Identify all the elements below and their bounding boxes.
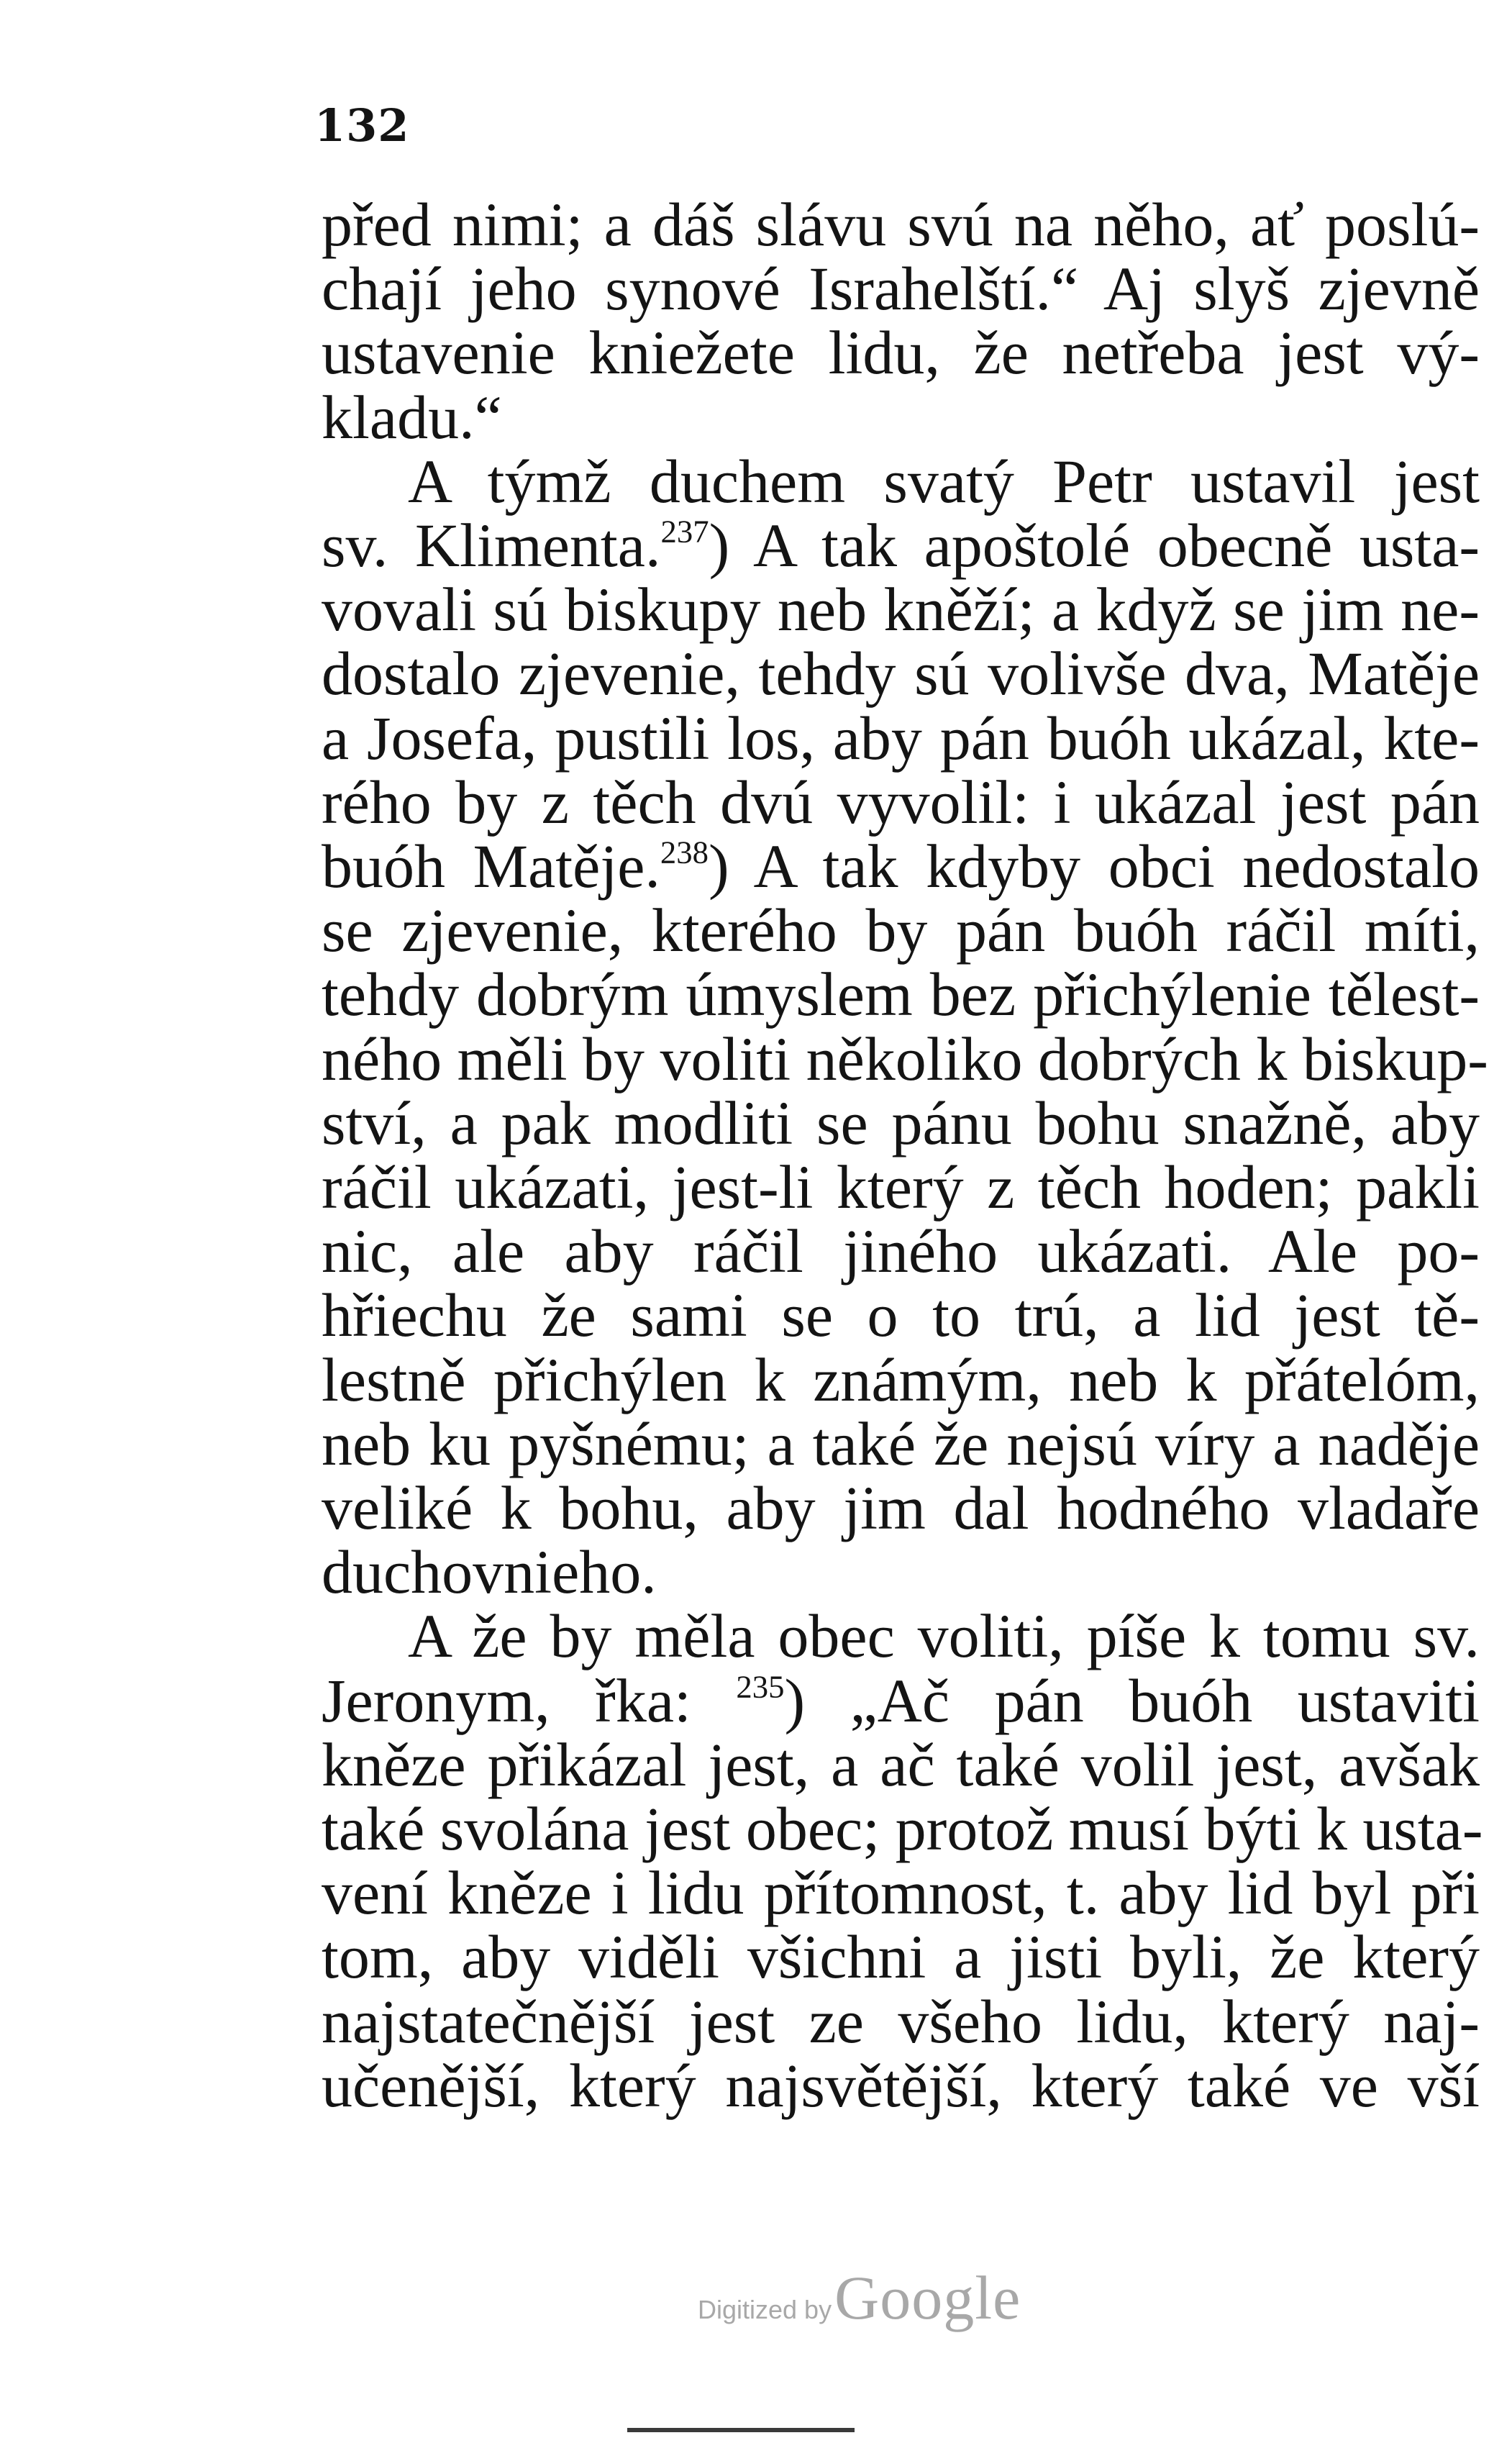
text-segment: sv. Klimenta. — [322, 511, 661, 581]
text-line — [322, 1473, 1480, 1543]
text-segment: vení kněze i lidu přítomnost, t. aby lid byl při — [322, 1858, 1480, 1928]
text-segment: najstatečnější jest ze všeho lidu, který naj- — [322, 1986, 1480, 2056]
text-segment: tehdy dobrým úmyslem bez přichýlenie tělest- — [322, 960, 1480, 1029]
text-segment: nic, ale aby ráčil jiného ukázati. Ale po- — [322, 1216, 1480, 1286]
text-segment: ) „Ač pán buóh ustaviti — [784, 1665, 1480, 1735]
text-segment: duchovnieho. — [322, 1537, 657, 1607]
text-line — [322, 511, 1480, 581]
text-segment: ství, a pak modliti se pánu bohu snažně, aby — [322, 1088, 1480, 1157]
text-line — [322, 1088, 1480, 1157]
text-line — [322, 254, 1480, 324]
text-line — [322, 1794, 1483, 1864]
text-line — [322, 190, 1480, 259]
text-segment: chají jeho synové Israhelští.“ Aj slyš zjevně — [322, 254, 1480, 324]
text-segment: vovali sú biskupy neb kněží; a když se jim ne- — [322, 575, 1480, 645]
text-segment: ného měli by voliti několiko dobrých k biskup- — [322, 1024, 1488, 1093]
text-segment: ustavenie kniežete lidu, že netřeba jest vý- — [322, 318, 1480, 388]
text-line — [322, 1537, 1480, 1607]
text-segment: kněze přikázal jest, a ač také volil jest, avšak — [322, 1729, 1480, 1799]
text-segment: se zjevenie, kterého by pán buóh ráčil míti, — [322, 896, 1480, 965]
text-segment: A že by měla obec voliti, píše k tomu sv. — [408, 1601, 1480, 1671]
watermark-caption: Digitized by — [698, 2295, 832, 2324]
text-line — [322, 1024, 1488, 1093]
text-segment: před nimi; a dáš slávu svú na něho, ať poslú- — [322, 190, 1480, 259]
text-segment: veliké k bohu, aby jim dal hodného vladaře — [322, 1473, 1480, 1543]
page-number: 132 — [314, 99, 410, 152]
text-segment: Jeronym, řka: — [322, 1665, 737, 1735]
footnote-ref: 237 — [660, 513, 709, 550]
text-segment: tom, aby viděli všichni a jisti byli, že který — [322, 1922, 1480, 1992]
text-line — [322, 639, 1480, 709]
text-line — [322, 1986, 1480, 2056]
text-segment: dostalo zjevenie, tehdy sú volivše dva, Matěje — [322, 639, 1480, 709]
text-line — [322, 767, 1480, 837]
text-line — [322, 896, 1480, 965]
text-line — [322, 1345, 1480, 1414]
text-segment: rého by z těch dvú vyvolil: i ukázal jest pán — [322, 767, 1480, 837]
text-segment: A týmž duchem svatý Petr ustavil jest — [408, 446, 1480, 516]
text-line — [322, 575, 1480, 645]
text-line — [322, 703, 1480, 773]
text-segment: lestně přichýlen k známým, neb k přátelóm, — [322, 1345, 1480, 1414]
text-line — [322, 2050, 1480, 2120]
text-line — [322, 960, 1480, 1029]
text-segment: ) A tak apoštolé obecně usta- — [709, 511, 1480, 581]
text-line — [322, 1216, 1480, 1286]
footnote-ref: 235 — [736, 1668, 785, 1705]
text-segment: kladu.“ — [322, 382, 502, 452]
text-segment: také svolána jest obec; protož musí býti k usta- — [322, 1794, 1483, 1864]
body-text — [322, 190, 1488, 2120]
text-line — [322, 318, 1480, 388]
text-segment: buóh Matěje. — [322, 832, 660, 901]
text-line — [322, 446, 1480, 516]
bottom-rule — [627, 2428, 855, 2432]
text-line — [322, 1152, 1480, 1222]
text-segment: ) A tak kdyby obci nedostalo — [708, 832, 1480, 901]
digitized-by-watermark — [698, 2262, 1021, 2334]
text-segment: hřiechu že sami se o to trú, a lid jest tě- — [322, 1280, 1480, 1350]
footnote-ref: 238 — [660, 834, 709, 870]
text-segment: a Josefa, pustili los, aby pán buóh ukázal, kte- — [322, 703, 1480, 773]
text-line — [322, 1858, 1480, 1928]
text-segment: ráčil ukázati, jest-li který z těch hoden; pakli — [322, 1152, 1480, 1222]
text-line — [322, 1280, 1480, 1350]
text-line — [322, 1601, 1480, 1671]
text-line — [322, 1665, 1480, 1735]
text-line — [322, 834, 1480, 899]
text-segment: neb ku pyšnému; a také že nejsú víry a naděje — [322, 1409, 1480, 1478]
text-line — [322, 382, 1480, 452]
text-line — [322, 1729, 1480, 1799]
text-line — [322, 1409, 1480, 1478]
text-line — [322, 1922, 1480, 1992]
text-segment: učenější, který najsvětější, který také ve vší — [322, 2050, 1480, 2120]
google-logo: Google — [834, 2263, 1021, 2332]
